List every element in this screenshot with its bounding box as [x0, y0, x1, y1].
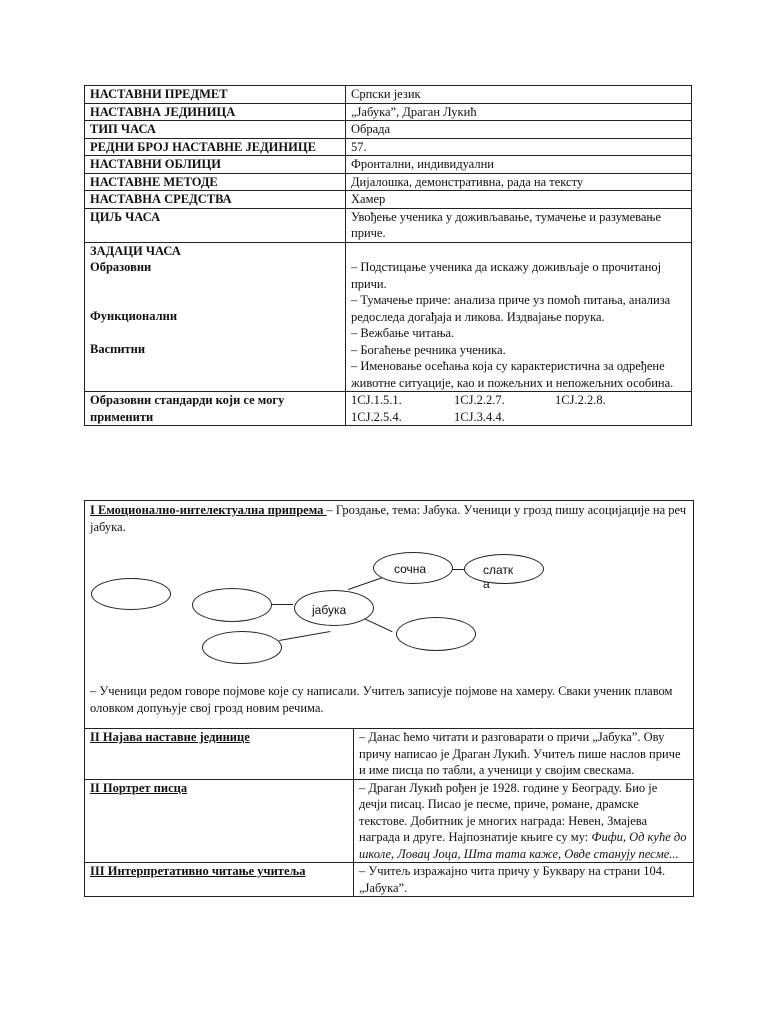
plan-label: НАСТАВНА ЈЕДИНИЦА: [85, 103, 346, 121]
plan-row: [85, 121, 692, 139]
plan-row: [85, 156, 692, 174]
cluster-bubble-word: [464, 554, 544, 591]
plan-value: 57.: [346, 138, 692, 156]
plan-label: РЕДНИ БРОЈ НАСТАВНЕ ЈЕДИНИЦЕ: [85, 138, 346, 156]
cluster-bubble-empty: [396, 617, 476, 651]
prep-cell: [85, 501, 694, 729]
standards-label: Образовни стандарди који се могу применити: [85, 392, 346, 426]
plan-row: [85, 103, 692, 121]
standard-code: 1СЈ.2.5.4.: [351, 409, 402, 424]
plan-label: НАСТАВНИ ОБЛИЦИ: [85, 156, 346, 174]
plan-label: НАСТАВНИ ПРЕДМЕТ: [85, 86, 346, 104]
tasks-funkcionalni-label: Функционални: [90, 309, 178, 323]
standard-code: 1СЈ.3.4.4.: [454, 409, 505, 424]
tasks-items: [346, 242, 692, 392]
prep-text-2: – Ученици редом говоре појмове које су написали. Учитељ записује појмове на хамеру. Сваки ученик плавом оловком допуњује свој грозд новим речима.: [90, 684, 673, 715]
step-title: II Портрет писца: [85, 779, 354, 863]
tasks-obrazovni-label: Образовни: [90, 260, 152, 274]
plan-row: [85, 138, 692, 156]
standards-row: [85, 392, 692, 426]
cluster-bubble-empty: [192, 588, 272, 622]
standard-code: 1СЈ.1.5.1.: [351, 393, 402, 407]
plan-value: Хамер: [346, 191, 692, 209]
plan-row: [85, 208, 692, 242]
step-text: – Учитељ изражајно чита причу у Буквару на страни 104. „Јабука”.: [354, 863, 694, 897]
step-text-cell: [354, 779, 694, 863]
cluster-word: сочна: [394, 562, 427, 576]
task-item: – Подстицање ученика да искажу доживљаје о прочитаној причи.: [351, 260, 662, 291]
plan-value: Српски језик: [346, 86, 692, 104]
step-text: – Данас ћемо читати и разговарати о причи „Јабука”. Ову причу написао је Драган Лукић. Учитељ пише наслов приче и име писца по табли, а ученици у својим свескама.: [354, 729, 694, 780]
plan-label: ТИП ЧАСА: [85, 121, 346, 139]
cluster-bubble-word: [373, 552, 453, 584]
plan-value: „Јабука”, Драган Лукић: [346, 103, 692, 121]
plan-value: Фронтални, индивидуални: [346, 156, 692, 174]
step-row: [85, 729, 694, 780]
lesson-steps-table: [84, 500, 694, 897]
step-row: [85, 863, 694, 897]
plan-value: Обрада: [346, 121, 692, 139]
cluster-word: слатка: [483, 563, 514, 591]
prep-text: – Гроздање, тема: Јабука. Ученици у грозд пишу асоцијације на реч јабука.: [90, 503, 687, 534]
tasks-heading: ЗАДАЦИ ЧАСА: [90, 243, 181, 258]
tasks-labels: [85, 242, 346, 392]
standard-code: 1СЈ.2.2.7.: [454, 393, 505, 407]
standards-values: [346, 392, 692, 426]
cluster-bubble-empty: [91, 578, 171, 610]
task-item: – Вежбање читања.: [351, 326, 455, 340]
plan-value: Увођење ученика у доживљавање, тумачење и разумевање приче.: [346, 208, 692, 242]
plan-label: НАСТАВНА СРЕДСТВА: [85, 191, 346, 209]
tasks-vaspitni-label: Васпитни: [90, 342, 146, 356]
task-item: – Именовање осећања која су карактеристична за одређене животне ситуације, као и пожељних и непожељних особина.: [351, 359, 674, 390]
prep-title: I Емоционално-интелектуална припрема: [90, 503, 327, 517]
step-title: III Интерпретативно читање учитеља: [85, 863, 354, 897]
task-item: – Тумачење приче: анализа приче уз помоћ питања, анализа редоследа догађаја и ликова. Издвајање порука.: [351, 293, 671, 324]
step-row: [85, 779, 694, 863]
plan-label: НАСТАВНЕ МЕТОДЕ: [85, 173, 346, 191]
plan-value: Дијалошка, демонстративна, рада на тексту: [346, 173, 692, 191]
step-title: II Најава наставне јединице: [85, 729, 354, 780]
prep-row: [85, 501, 694, 729]
plan-row: [85, 191, 692, 209]
cluster-bubble-center: [294, 590, 374, 626]
step-text-italic: Фифи, Од куће до школе, Ловац Јоца, Шта тата каже, Овде станују песме...: [359, 830, 687, 861]
tasks-row: [85, 242, 692, 392]
prep-intro: [90, 502, 688, 535]
cluster-center-word: јабука: [312, 603, 347, 617]
cluster-bubble-empty: [202, 631, 282, 664]
plan-row: [85, 173, 692, 191]
plan-row: [85, 86, 692, 104]
standard-code: 1СЈ.2.2.8.: [555, 393, 606, 407]
lesson-plan-table: [84, 85, 692, 426]
cluster-line: [279, 631, 330, 641]
task-item: – Богаћење речника ученика.: [351, 342, 506, 357]
step-text: – Драган Лукић рођен је 1928. године у Београду. Био је дечји писац. Писао је песме, приче, романе, драмске текстове. Добитник је многих награда: Невен, Змајева награда и друге. Најпознатије књиге су му:: [359, 780, 658, 844]
plan-label: ЦИЉ ЧАСА: [85, 208, 346, 242]
